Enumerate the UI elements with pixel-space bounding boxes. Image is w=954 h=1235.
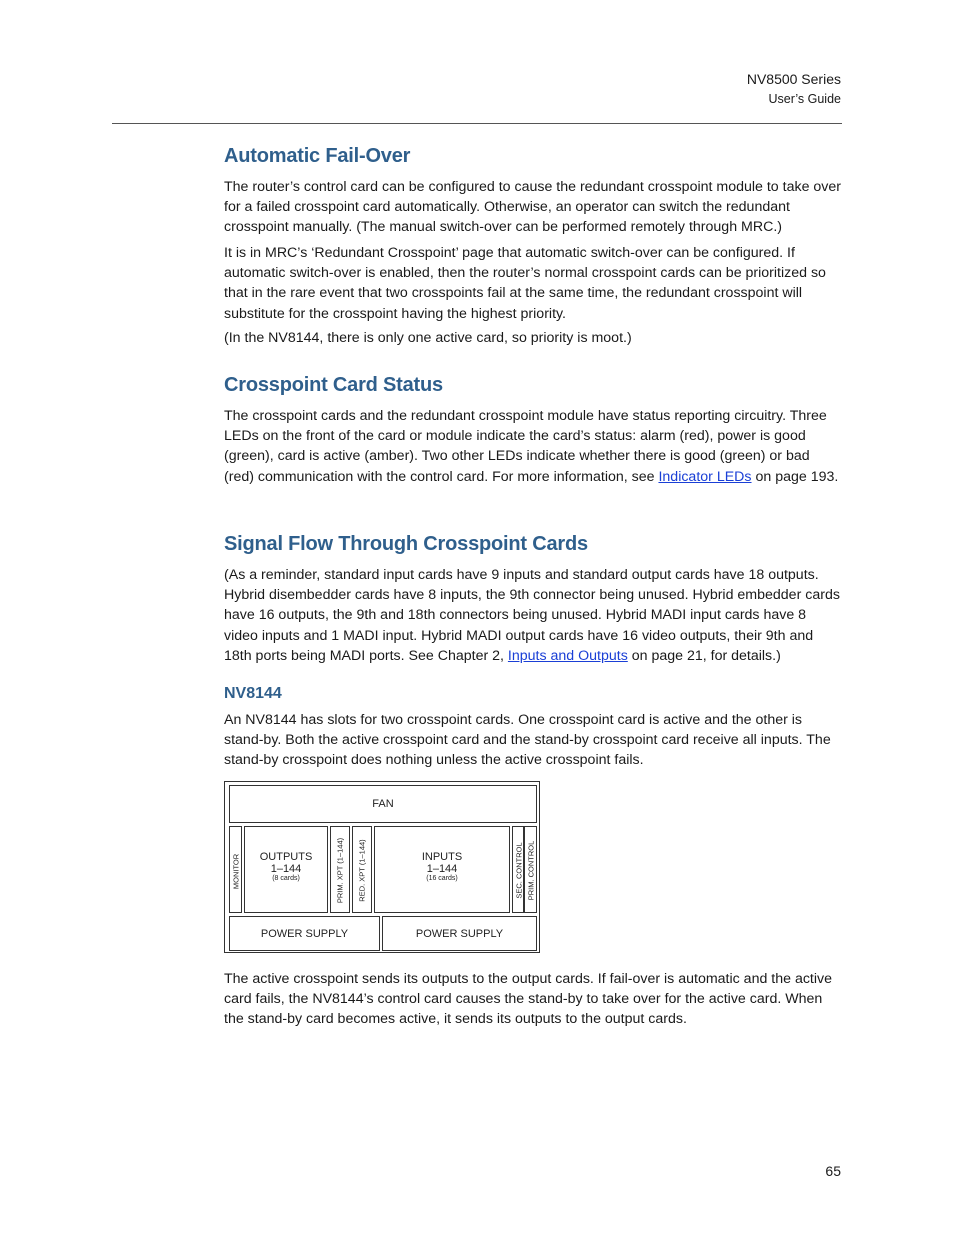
status-heading: Crosspoint Card Status (224, 374, 443, 396)
outputs-range: 1–144 (270, 863, 302, 875)
nv8144-chassis-diagram (224, 781, 540, 953)
failover-p1-block (224, 177, 842, 238)
power-supply-right-box (382, 916, 537, 951)
fan-box (229, 785, 537, 823)
red-xpt-slot (352, 826, 372, 913)
power-supply-left-box (229, 916, 380, 951)
power-supply-right-label: POWER SUPPLY (415, 927, 504, 940)
header-title: NV8500 Series (746, 71, 841, 87)
status-text-after: on page 193. (751, 468, 839, 485)
signal-flow-text-after: on page 21, for details.) (627, 647, 781, 664)
failover-paragraph-2: It is in MRC’s ‘Redundant Crosspoint’ page that automatic switch-over can be configured. If automatic switch-over is enabled, then the router’s normal crosspoint cards can be prioritized so that in the rare event that two crosspoints fail at the same time, the redundant crosspoint will substitute for the crosspoint having the highest priority. (224, 245, 826, 322)
failover-p3-block (224, 328, 842, 348)
indicator-leds-link[interactable]: Indicator LEDs (658, 468, 752, 485)
failover-paragraph-1: The router’s control card can be configured to cause the redundant crosspoint module to take over for a failed crosspoint card automatically. Otherwise, an operator can switch the redundant crosspoint manually. (The manual switch-over can be performed remotely through MRC.) (224, 179, 841, 236)
failover-paragraph-3: (In the NV8144, there is only one active card, so priority is moot.) (224, 330, 632, 346)
outputs-cards: (8 cards) (272, 875, 300, 882)
page-number: 65 (825, 1163, 841, 1179)
inputs-text-group (375, 851, 509, 882)
section-failover (224, 146, 842, 166)
power-supply-left-label: POWER SUPPLY (260, 927, 349, 940)
failover-p2-block (224, 243, 842, 324)
status-paragraph-1 (224, 406, 842, 487)
header-subtitle: User’s Guide (768, 92, 841, 106)
outputs-text-group (245, 851, 327, 882)
inputs-cards: (16 cards) (426, 875, 458, 882)
sec-control-label: SEC. CONTROL (514, 842, 524, 899)
nv8144-subheading-block (224, 684, 842, 704)
section-status (224, 375, 842, 395)
status-text-before: The crosspoint cards and the redundant crosspoint module have status reporting circuitry. Three LEDs on the front of the card or module indicate the card’s status: alarm (red), power is good (green), card is active (amber). Two other LEDs indicate whether there is good (green) or bad (red) communication with the control card. For more information, see (224, 408, 827, 485)
nv8144-paragraph: An NV8144 has slots for two crosspoint cards. One crosspoint card is active and the other is stand-by. Both the active crosspoint card and the stand-by crosspoint card receive all inputs. The stand-by crosspoint does nothing unless the active crosspoint fails. (224, 712, 831, 769)
outputs-label: OUTPUTS (259, 851, 313, 863)
prim-control-slot (524, 826, 537, 913)
nv8144-subheading: NV8144 (224, 685, 282, 702)
failover-heading: Automatic Fail-Over (224, 145, 411, 167)
header-rule (112, 123, 842, 124)
status-p1-block (224, 406, 842, 487)
section-signal-flow (224, 534, 842, 554)
prim-control-label: PRIM. CONTROL (526, 840, 536, 901)
nv8144-p2-block (224, 710, 842, 771)
outputs-slot (244, 826, 328, 913)
prim-xpt-slot (330, 826, 350, 913)
red-xpt-label: RED. XPT (1–144) (357, 839, 367, 902)
prim-xpt-label: PRIM. XPT (1–144) (335, 837, 345, 904)
signal-flow-p1-block (224, 565, 842, 666)
sec-control-slot (512, 826, 524, 913)
nv8144-p3-block (224, 969, 842, 1030)
inputs-slot (374, 826, 510, 913)
monitor-label: MONITOR (231, 853, 241, 890)
inputs-range: 1–144 (426, 863, 458, 875)
signal-flow-paragraph-1 (224, 565, 842, 666)
signal-flow-heading: Signal Flow Through Crosspoint Cards (224, 533, 588, 555)
inputs-label: INPUTS (421, 851, 463, 863)
fan-label: FAN (372, 798, 394, 810)
signal-flow-text-before: (As a reminder, standard input cards have 9 inputs and standard output cards have 18 outputs. Hybrid disembedder cards have 8 inputs, the 9th connector being unused. Hybrid embedder cards have 16 outputs, the 9th and 18th connectors being unused. Hybrid MADI input cards have 8 video inputs and 1 MADI input. Hybrid MADI output cards have 16 video outputs, their 9th and 18th ports being MADI ports. See Chapter 2, (224, 567, 840, 664)
nv8144-paragraph-2: The active crosspoint sends its outputs to the output cards. If fail-over is automatic and the active card fails, the NV8144’s control card causes the stand-by to take over for the active card. When the stand-by card becomes active, it sends its outputs to the output cards. (224, 971, 833, 1028)
inputs-and-outputs-link[interactable]: Inputs and Outputs (507, 647, 628, 664)
monitor-slot (229, 826, 242, 913)
